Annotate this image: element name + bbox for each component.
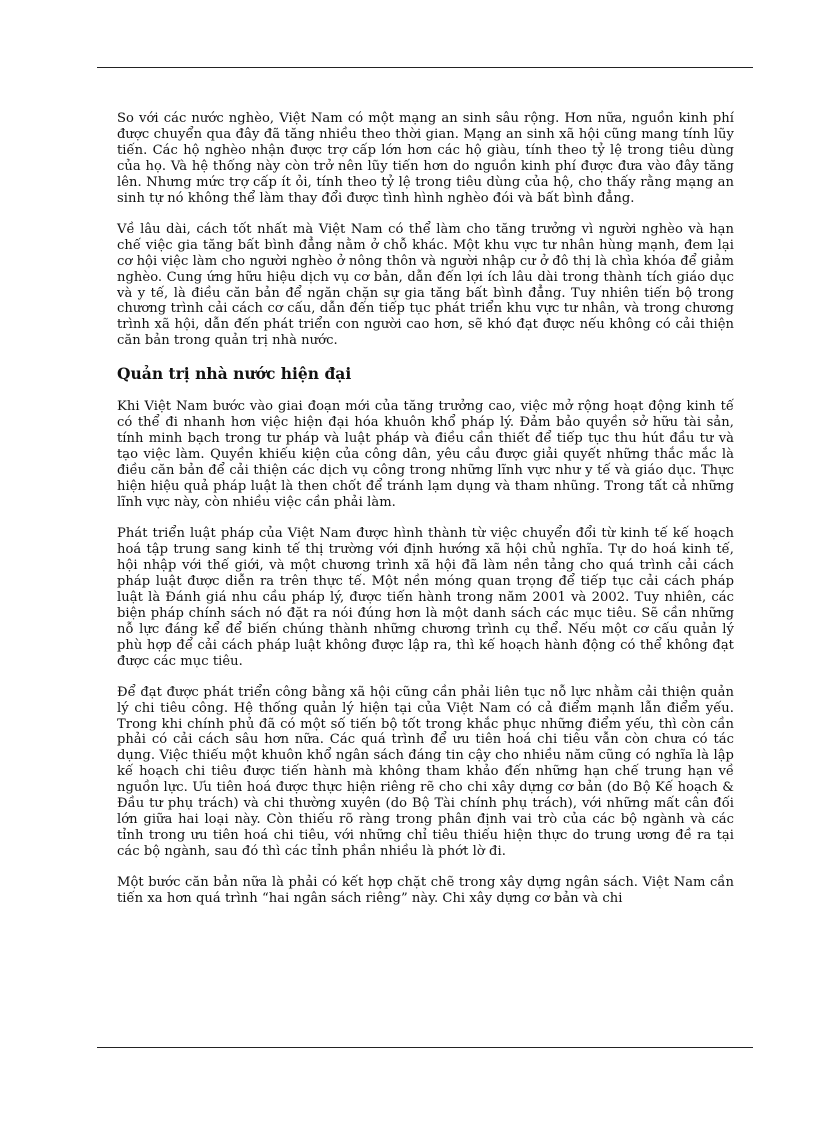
paragraph-public-expenditure: Để đạt được phát triển công bằng xã hội cũng cần phải liên tục nỗ lực nhằm cải thiện quản lý chi tiêu công. Hệ thống quản lý hiện tại của Việt Nam có cả điểm mạnh lẫn điểm yếu. Trong khi chính phủ đã có một số tiến bộ tốt trong khắc phục những điểm yếu, thì còn cần phải có cải cách sâu hơn nữa. Các quá trình để ưu tiên hoá chi tiêu vẫn còn chưa có tác dụng. Việc thiếu một khuôn khổ ngân sách đáng tin cậy cho nhiều năm cũng có nghĩa là lập kế hoạch chi tiêu được tiến hành mà không tham khảo đến những hạn chế trung hạn về nguồn lực. Ưu tiên hoá được thực hiện riêng rẽ cho chi xây dựng cơ bản (do Bộ Kế hoạch & Đầu tư phụ trách) và chi thường xuyên (do Bộ Tài chính phụ trách), với những mất cân đối lớn giữa hai loại này. Còn thiếu rõ ràng trong phân định vai trò của các bộ ngành và các tỉnh trong ưu tiên hoá chi tiêu, với những chỉ tiêu thiếu hiện thực do trung ương đề ra tại các bộ ngành, sau đó thì các tỉnh phần nhiều là phớt lờ đi. xyxy=(117,684,734,860)
footer-rule xyxy=(97,1047,753,1048)
paragraph-long-term-growth: Về lâu dài, cách tốt nhất mà Việt Nam có thể làm cho tăng trưởng vì người nghèo và hạn chế việc gia tăng bất bình đẳng nằm ở chỗ khác. Một khu vực tư nhân hùng mạnh, đem lại cơ hội việc làm cho người nghèo ở nông thôn và người nhập cư ở đô thị là chìa khóa để giảm nghèo. Cung ứng hữu hiệu dịch vụ cơ bản, dẫn đến lợi ích lâu dài trong thành tích giáo dục và y tế, là điều căn bản để ngăn chặn sự gia tăng bất bình đẳng. Tuy nhiên tiến bộ trong chương trình cải cách cơ cấu, dẫn đến tiếp tục phát triển khu vực tư nhân, và trong chương trình xã hội, dẫn đến phát triển con người cao hơn, sẽ khó đạt được nếu không có cải thiện căn bản trong quản trị nhà nước. xyxy=(117,221,734,349)
paragraph-legal-development: Phát triển luật pháp của Việt Nam được hình thành từ việc chuyển đổi từ kinh tế kế hoạch hoá tập trung sang kinh tế thị trường với định hướng xã hội chủ nghĩa. Tự do hoá kinh tế, hội nhập với thế giới, và một chương trình xã hội đã làm nền tảng cho quá trình cải cách pháp luật được diễn ra trên thực tế. Một nền móng quan trọng để tiếp tục cải cách pháp luật là Đánh giá nhu cầu pháp lý, được tiến hành trong năm 2001 và 2002. Tuy nhiên, các biện pháp chính sách nó đặt ra nói đúng hơn là một danh sách các mục tiêu. Sẽ cần những nỗ lực đáng kể để biến chúng thành những chương trình cụ thể. Nếu một cơ cấu quản lý phù hợp để cải cách pháp luật không được lập ra, thì kế hoạch hành động có thể không đạt được các mục tiêu. xyxy=(117,526,734,669)
paragraph-social-safety-net: So với các nước nghèo, Việt Nam có một mạng an sinh sâu rộng. Hơn nữa, nguồn kinh phí được chuyển qua đây đã tăng nhiều theo thời gian. Mạng an sinh xã hội cũng mang tính lũy tiến. Các hộ nghèo nhận được trợ cấp lớn hơn các hộ giàu, tính theo tỷ lệ trong tiêu dùng của họ. Và hệ thống này còn trở nên lũy tiến hơn do nguồn kinh phí được đưa vào đây tăng lên. Nhưng mức trợ cấp ít ỏi, tính theo tỷ lệ trong tiêu dùng của hộ, cho thấy rằng mạng an sinh tự nó không thể làm thay đổi được tình hình nghèo đói và bất bình đẳng. xyxy=(117,111,734,206)
section-heading: Quản trị nhà nước hiện đại xyxy=(117,364,352,384)
paragraph-legal-framework: Khi Việt Nam bước vào giai đoạn mới của tăng trưởng cao, việc mở rộng hoạt động kinh tế có thể đi nhanh hơn việc hiện đại hóa khuôn khổ pháp lý. Đảm bảo quyền sở hữu tài sản, tính minh bạch trong tư pháp và luật pháp và điều cần thiết để tiếp tục thu hút đầu tư và tạo việc làm. Quyền khiếu kiện của công dân, yêu cầu được giải quyết những thắc mắc là điều căn bản để cải thiện các dịch vụ công trong những lĩnh vực như y tế và giáo dục. Thực hiện hiệu quả pháp luật là then chốt để tránh lạm dụng và tham nhũng. Trong tất cả những lĩnh vực này, còn nhiều việc cần phải làm. xyxy=(117,399,734,511)
header-rule xyxy=(97,67,753,68)
page-body xyxy=(117,111,734,922)
paragraph-budget-integration: Một bước căn bản nữa là phải có kết hợp chặt chẽ trong xây dựng ngân sách. Việt Nam cần tiến xa hơn quá trình “hai ngân sách riêng” này. Chi xây dựng cơ bản và chi xyxy=(117,875,734,907)
